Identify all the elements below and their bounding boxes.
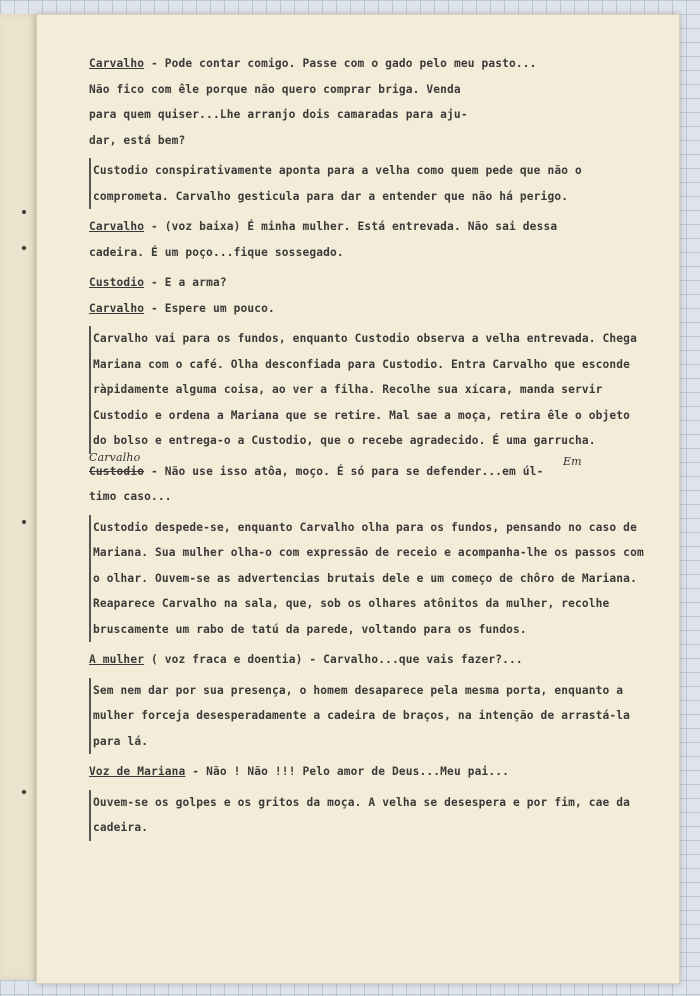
stage-direction: Carvalho vai para os fundos, enquanto Custodio observa a velha entrevada. Chega Mariana com o café. Olha desconfiada para Custodio. Entra Carvalho que esconde ràpidamente alguma coisa, ao ver a filha. Recolhe sua xícara, manda servir Custodio e ordena a Mariana que se retire. Mal sae a moça, retira êle o objeto do bolso e entrega-o a Custodio, que o recebe agradecido. É uma garrucha. <box>89 326 649 454</box>
dialogue-continuation: cadeira. É um poço...fique sossegado. <box>89 245 344 259</box>
speaker-name: Custodio <box>89 276 145 289</box>
dialogue-line <box>89 759 649 785</box>
dialogue-text: ( voz fraca e doentia) - Carvalho...que vais fazer?... <box>144 653 523 666</box>
dialogue-continuation: dar, está bem? <box>89 133 186 147</box>
speaker-name: Custodio <box>89 464 145 478</box>
dialogue-continuation: para quem quiser...Lhe arranjo dois camaradas para aju- <box>89 108 468 121</box>
handwritten-correction: Carvalho <box>89 450 141 464</box>
dialogue-continuation: timo caso... <box>89 490 172 503</box>
binding-hole <box>22 210 26 214</box>
dialogue-line <box>89 647 649 673</box>
stage-direction: Custodio conspirativamente aponta para a velha como quem pede que não o comprometa. Carvalho gesticula para dar a entender que não há perigo. <box>89 158 649 209</box>
dialogue-line <box>89 450 649 485</box>
speaker-name: Voz de Mariana <box>89 765 186 778</box>
dialogue-line <box>89 296 649 322</box>
left-page-edge <box>0 14 39 980</box>
dialogue-text: - Pode contar comigo. Passe com o gado pelo meu pasto... <box>144 57 537 70</box>
dialogue-text: - Não use isso atôa, moço. É só para se defender...em úl- <box>144 464 544 478</box>
speaker-name: A mulher <box>89 653 145 666</box>
dialogue-line <box>89 51 649 77</box>
dialogue-text: - Não ! Não !!! Pelo amor de Deus...Meu pai... <box>185 765 510 778</box>
dialogue-line <box>89 270 649 296</box>
dialogue-continuation: Não fico com êle porque não quero comprar briga. Venda <box>89 82 461 96</box>
binding-hole <box>22 790 26 794</box>
speaker-name: Carvalho <box>89 220 145 233</box>
stage-direction: Custodio despede-se, enquanto Carvalho olha para os fundos, pensando no caso de Mariana. Sua mulher olha-o com expressão de receio e acompanha-lhe os passos com o olhar. Ouvem-se as advertencias brutais dele e um começo de chôro de Mariana. Reaparece Carvalho na sala, que, sob os olhares atônitos da mulher, recolhe bruscamente um rabo de tatú da parede, voltando para os fundos. <box>89 515 649 643</box>
handwritten-insertion: Em <box>563 454 582 468</box>
dialogue-line <box>89 214 649 240</box>
script-text <box>89 51 649 846</box>
typewritten-page <box>36 14 680 984</box>
dialogue-text: - E a arma? <box>144 276 227 289</box>
dialogue-text: - Espere um pouco. <box>144 301 275 315</box>
speaker-name: Carvalho <box>89 57 145 70</box>
stage-direction: Ouvem-se os golpes e os gritos da moça. A velha se desespera e por fim, cae da cadeira. <box>89 790 649 841</box>
dialogue-text: - (voz baixa) É minha mulher. Está entrevada. Não sai dessa <box>144 220 558 233</box>
binding-hole <box>22 246 26 250</box>
speaker-name: Carvalho <box>89 301 145 315</box>
stage-direction: Sem nem dar por sua presença, o homem desaparece pela mesma porta, enquanto a mulher forceja desesperadamente a cadeira de braços, na intenção de arrastá-la para lá. <box>89 678 649 755</box>
binding-hole <box>22 520 26 524</box>
